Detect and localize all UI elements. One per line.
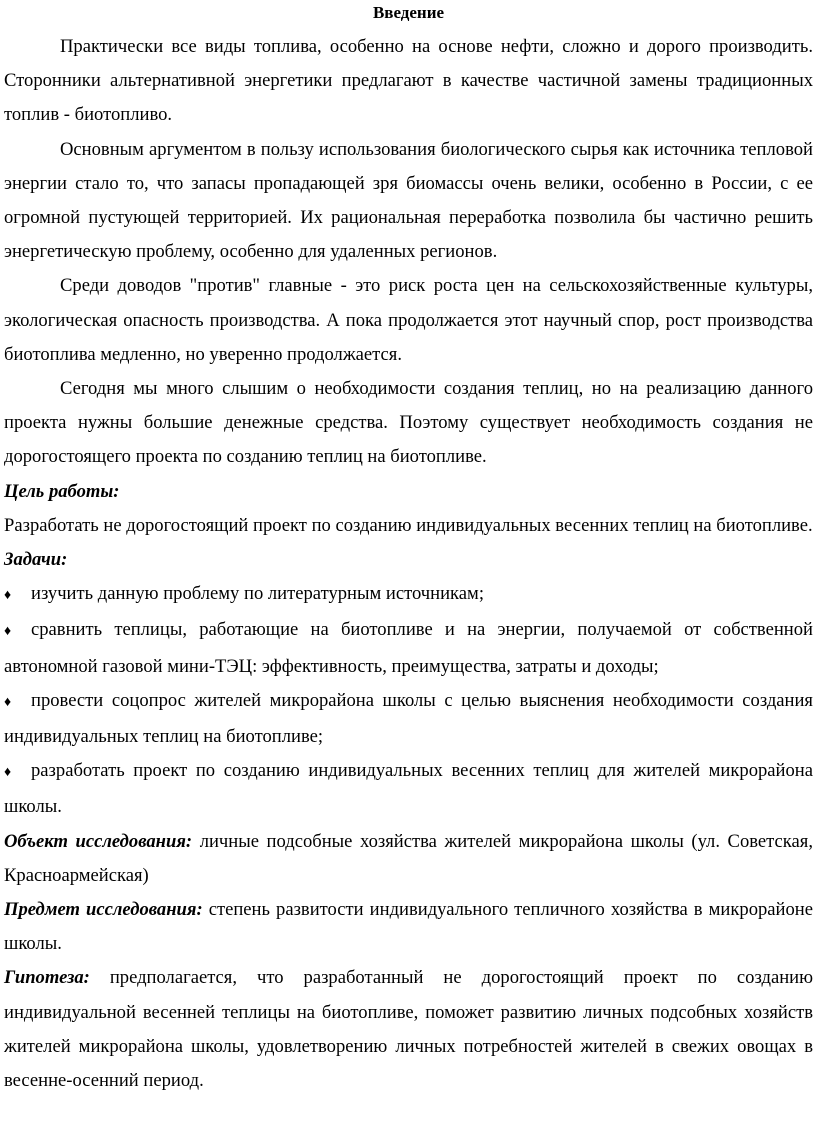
object-label: Объект исследования:	[4, 830, 193, 852]
diamond-bullet-icon: ♦	[4, 765, 12, 781]
goal-text: Разработать не дорогостоящий проект по созданию индивидуальных весенних теплиц на биотопливе.	[4, 514, 813, 536]
goal-heading	[4, 475, 813, 509]
diamond-bullet-icon: ♦	[4, 588, 12, 604]
hypothesis-paragraph	[4, 961, 813, 1098]
task-item	[4, 754, 813, 824]
task-item-text: сравнить теплицы, работающие на биотопливе и на энергии, получаемой от собственной автономной газовой мини-ТЭЦ: эффективность, преимущества, затраты и доходы;	[4, 619, 813, 677]
hypothesis-label: Гипотеза:	[4, 967, 90, 989]
task-item	[4, 684, 813, 754]
tasks-label: Задачи:	[4, 549, 68, 571]
intro-paragraph-3: Среди доводов "против" главные - это риск роста цен на сельскохозяйственные культуры, экологическая опасность производства. А пока продолжается этот научный спор, рост производства биотоплива медленно, но уверенно продолжается.	[4, 275, 813, 365]
intro-paragraph-1: Практически все виды топлива, особенно на основе нефти, сложно и дорого производить. Сторонники альтернативной энергетики предлагают в качестве частичной замены традиционных топлив - биотопливо.	[4, 36, 813, 126]
page-title: Введение	[372, 3, 445, 22]
task-item	[4, 577, 813, 613]
subject-text: степень развитости индивидуального тепличного хозяйства в микрорайоне школы.	[4, 899, 813, 955]
goal-label: Цель работы:	[4, 480, 120, 502]
object-paragraph	[4, 825, 813, 893]
intro-paragraph-4: Сегодня мы много слышим о необходимости создания теплиц, но на реализацию данного проекта нужны большие денежные средства. Поэтому существует необходимость создания не дорогостоящего проекта по созданию теплиц на биотопливе.	[4, 378, 813, 468]
task-item	[4, 613, 813, 683]
task-item-text: разработать проект по созданию индивидуальных весенних теплиц для жителей микрорайона школы.	[4, 760, 813, 818]
task-item-text: изучить данную проблему по литературным источникам;	[31, 583, 484, 605]
intro-paragraph-2: Основным аргументом в пользу использования биологического сырья как источника тепловой энергии стало то, что запасы пропадающей зря биомассы очень велики, особенно в России, с ее огромной пустующей территорией. Их рациональная переработка позволила бы частично решить энергетическую проблему, особенно для удаленных регионов.	[4, 138, 813, 263]
hypothesis-text: предполагается, что разработанный не дорогостоящий проект по созданию индивидуальной весенней теплицы на биотопливе, поможет развитию личных подсобных хозяйств жителей микрорайона школы, удовлетворению личных потребностей жителей в свежих овощах в весенне-осенний период.	[4, 967, 813, 1092]
document-page	[4, 0, 813, 1098]
object-text: личные подсобные хозяйства жителей микрорайона школы (ул. Советская, Красноармейская)	[4, 830, 813, 886]
diamond-bullet-icon: ♦	[4, 694, 12, 710]
task-item-text: провести соцопрос жителей микрорайона школы с целью выяснения необходимости создания индивидуальных теплиц на биотопливе;	[4, 689, 813, 748]
subject-paragraph	[4, 893, 813, 961]
tasks-heading	[4, 543, 813, 577]
diamond-bullet-icon: ♦	[4, 624, 12, 640]
subject-label: Предмет исследования:	[4, 899, 203, 921]
